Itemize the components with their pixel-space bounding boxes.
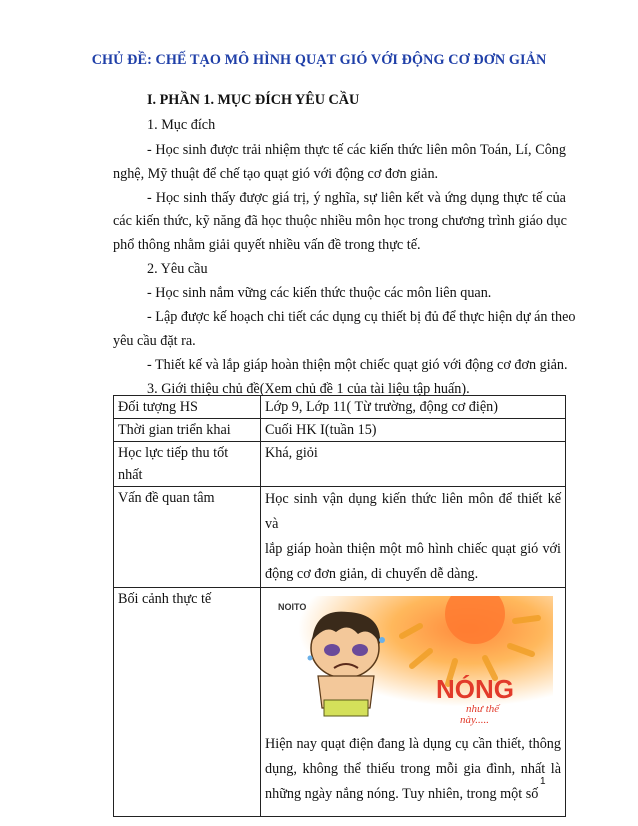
image-caption-line: này.....	[460, 714, 490, 726]
paragraph-line: phổ thông nhằm giải quyết nhiều vấn đề trong thực tế.	[113, 237, 421, 253]
table-cell-value	[261, 588, 566, 817]
requirement-item: yêu cầu đặt ra.	[113, 333, 196, 349]
sun-glow	[270, 596, 553, 726]
cell-text-line: dụng, không thể thiếu trong mỗi gia đình, nhất là	[265, 761, 561, 777]
table-row	[114, 588, 566, 817]
paragraph-line: các kiến thức, kỹ năng đã học thuộc nhiều môn học trong chương trình giáo dục	[113, 213, 567, 229]
subheading-intro: 3. Giới thiệu chủ đề(Xem chủ đề 1 của tài liệu tập huấn).	[147, 381, 470, 397]
image-logo-text: NOITO	[278, 602, 307, 612]
document-title: CHỦ ĐỀ: CHẾ TẠO MÔ HÌNH QUẠT GIÓ VỚI ĐỘNG CƠ ĐƠN GIẢN	[91, 52, 547, 68]
cell-text-line: Hiện nay quạt điện đang là dụng cụ cần thiết, thông	[265, 736, 561, 752]
image-caption-line: như thế	[466, 703, 500, 715]
image-caption-title: NÓNG	[436, 674, 514, 704]
paragraph-line: nghệ, Mỹ thuật để chế tạo quạt gió với động cơ đơn giản.	[113, 166, 439, 182]
section-heading: I. PHẦN 1. MỤC ĐÍCH YÊU CẦU	[147, 92, 360, 108]
table-cell-label: Đối tượng HS	[114, 396, 261, 419]
table-row	[114, 442, 566, 487]
paragraph-line: - Học sinh thấy được giá trị, ý nghĩa, sự liên kết và ứng dụng thực tế của	[147, 190, 566, 206]
page-number: 1	[540, 776, 546, 787]
table-row	[114, 419, 566, 442]
cell-text-line: những ngày nắng nóng. Tuy nhiên, trong một số	[265, 786, 539, 802]
cell-text-line: Học sinh vận dụng kiến thức liên môn để thiết kế và	[265, 491, 561, 532]
table-cell-label: Học lực tiếp thu tốt nhất	[114, 442, 261, 487]
table-row	[114, 396, 566, 419]
topic-info-table	[113, 395, 566, 817]
table-cell-label: Thời gian triển khai	[114, 419, 261, 442]
subheading-purpose: 1. Mục đích	[147, 117, 216, 133]
cell-text-line: lắp giáp hoàn thiện một mô hình chiếc quạt gió với	[265, 541, 561, 557]
cell-text-line: động cơ đơn giản, di chuyển dễ dàng.	[265, 566, 479, 582]
paragraph-line: - Học sinh được trải nhiệm thực tế các kiến thức liên môn Toán, Lí, Công	[147, 142, 566, 158]
table-cell-value: Lớp 9, Lớp 11( Từ trường, động cơ điện)	[261, 396, 566, 419]
table-cell-value	[261, 487, 566, 588]
table-cell-label: Vấn đề quan tâm	[114, 487, 261, 588]
table-cell-value: Cuối HK I(tuần 15)	[261, 419, 566, 442]
table-row	[114, 487, 566, 588]
requirement-item: - Lập được kế hoạch chi tiết các dụng cụ thiết bị đủ để thực hiện dự án theo	[147, 309, 576, 325]
requirement-item: - Học sinh nắm vững các kiến thức thuộc các môn liên quan.	[147, 285, 492, 301]
hot-weather-illustration	[270, 596, 553, 726]
table-cell-label: Bối cảnh thực tế	[114, 588, 261, 817]
table-cell-value: Khá, giỏi	[261, 442, 566, 487]
requirement-item: - Thiết kế và lắp giáp hoàn thiện một chiếc quạt gió với động cơ đơn giản.	[147, 357, 568, 373]
subheading-requirements: 2. Yêu cầu	[147, 261, 208, 277]
